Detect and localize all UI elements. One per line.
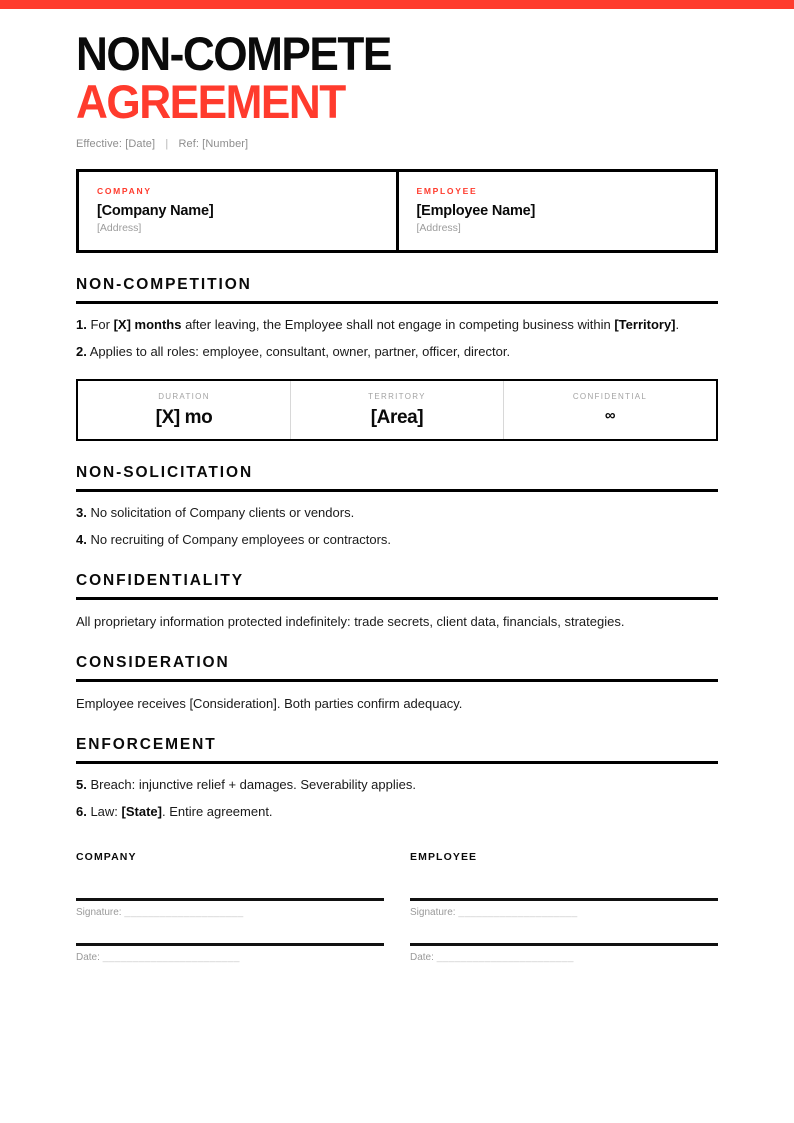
date-label: Date: (76, 952, 100, 963)
section-heading: NON-COMPETITION (76, 276, 718, 304)
signature-column-company (76, 851, 384, 963)
meta-separator: | (165, 138, 169, 150)
clause-list (76, 775, 718, 821)
clause-text-post: . Entire agreement. (161, 804, 273, 819)
section-enforcement (76, 736, 718, 821)
reference-number: Ref: [Number] (178, 138, 249, 150)
clause-text-pre: Law: (86, 804, 122, 819)
stat-value: [X] mo (155, 407, 213, 428)
stat-confidential (503, 381, 716, 439)
stat-label: TERRITORY (368, 392, 426, 401)
parties-box (76, 169, 718, 253)
section-body: All proprietary information protected indefinitely: trade secrets, client data, financials, strategies. (76, 614, 625, 629)
stat-duration (78, 381, 290, 439)
clause-item (76, 503, 718, 522)
date-rule (410, 943, 718, 946)
clause-item (76, 775, 718, 794)
signature-rule (410, 898, 718, 901)
party-company (79, 172, 396, 250)
section-heading: ENFORCEMENT (76, 736, 718, 764)
effective-date: Effective: [Date] (76, 138, 156, 150)
clause-number: 5. (76, 777, 87, 792)
party-label: EMPLOYEE (416, 186, 478, 196)
clause-number: 4. (76, 532, 87, 547)
title-line-primary: NON-COMPETE (76, 27, 391, 80)
signature-rule (76, 898, 384, 901)
signature-label: Signature: (410, 907, 456, 918)
section-heading: CONFIDENTIALITY (76, 572, 718, 600)
clause-text-pre: Breach: injunctive relief + damages. Severability applies. (86, 777, 416, 792)
document-meta (76, 138, 718, 150)
date-rule (76, 943, 384, 946)
document-content (0, 9, 794, 963)
section-non-solicitation (76, 464, 718, 549)
clause-item (76, 342, 718, 361)
signature-label: Signature: (76, 907, 122, 918)
clause-list (76, 315, 718, 361)
signature-caption (410, 907, 718, 918)
date-fill-line[interactable]: _______________________ (436, 952, 574, 963)
masthead (76, 9, 718, 150)
section-non-competition (76, 276, 718, 361)
clause-number: 3. (76, 505, 87, 520)
clause-text-post: . (675, 317, 680, 332)
clause-number: 1. (76, 317, 87, 332)
stat-label: DURATION (158, 392, 210, 401)
clause-text: No solicitation of Company clients or vendors. (86, 505, 355, 520)
clause-text: No recruiting of Company employees or contractors. (86, 532, 392, 547)
signature-fill-line[interactable]: ____________________ (458, 907, 578, 918)
party-address: [Address] (416, 222, 461, 234)
party-employee (396, 172, 716, 250)
signature-caption (76, 907, 384, 918)
accent-top-bar (0, 0, 794, 9)
title-line-secondary: AGREEMENT (76, 75, 345, 128)
clause-item (76, 530, 718, 549)
section-heading: CONSIDERATION (76, 654, 718, 682)
clause-emphasis-2: [Territory] (614, 317, 676, 332)
clause-item (76, 802, 718, 821)
section-body: Employee receives [Consideration]. Both parties confirm adequacy. (76, 696, 463, 711)
clause-emphasis: [X] months (113, 317, 182, 332)
infinity-icon: ∞ (604, 407, 616, 424)
party-address: [Address] (97, 222, 142, 234)
clause-number: 2. (76, 344, 87, 359)
stat-value: [Area] (370, 407, 424, 428)
signature-column-employee (410, 851, 718, 963)
section-confidentiality (76, 572, 718, 631)
party-name: [Company Name] (97, 203, 214, 219)
section-heading: NON-SOLICITATION (76, 464, 718, 492)
section-consideration (76, 654, 718, 713)
date-caption (76, 952, 384, 963)
key-terms-strip (76, 379, 718, 441)
date-label: Date: (410, 952, 434, 963)
signature-party-label: EMPLOYEE (410, 851, 478, 863)
clause-text-mid: after leaving, the Employee shall not engage in competing business within (181, 317, 615, 332)
clause-emphasis: [State] (121, 804, 162, 819)
stat-label: CONFIDENTIAL (572, 392, 648, 401)
party-label: COMPANY (97, 186, 152, 196)
clause-text-pre: For (86, 317, 114, 332)
clause-item (76, 315, 718, 334)
date-caption (410, 952, 718, 963)
signature-party-label: COMPANY (76, 851, 137, 863)
date-fill-line[interactable]: _______________________ (102, 952, 240, 963)
clause-list (76, 503, 718, 549)
clause-text-pre: Applies to all roles: employee, consultant, owner, partner, officer, director. (86, 344, 511, 359)
clause-number: 6. (76, 804, 87, 819)
stat-territory (290, 381, 503, 439)
signature-block (76, 851, 718, 963)
signature-fill-line[interactable]: ____________________ (124, 907, 244, 918)
party-name: [Employee Name] (416, 203, 536, 219)
page-title (76, 27, 679, 128)
